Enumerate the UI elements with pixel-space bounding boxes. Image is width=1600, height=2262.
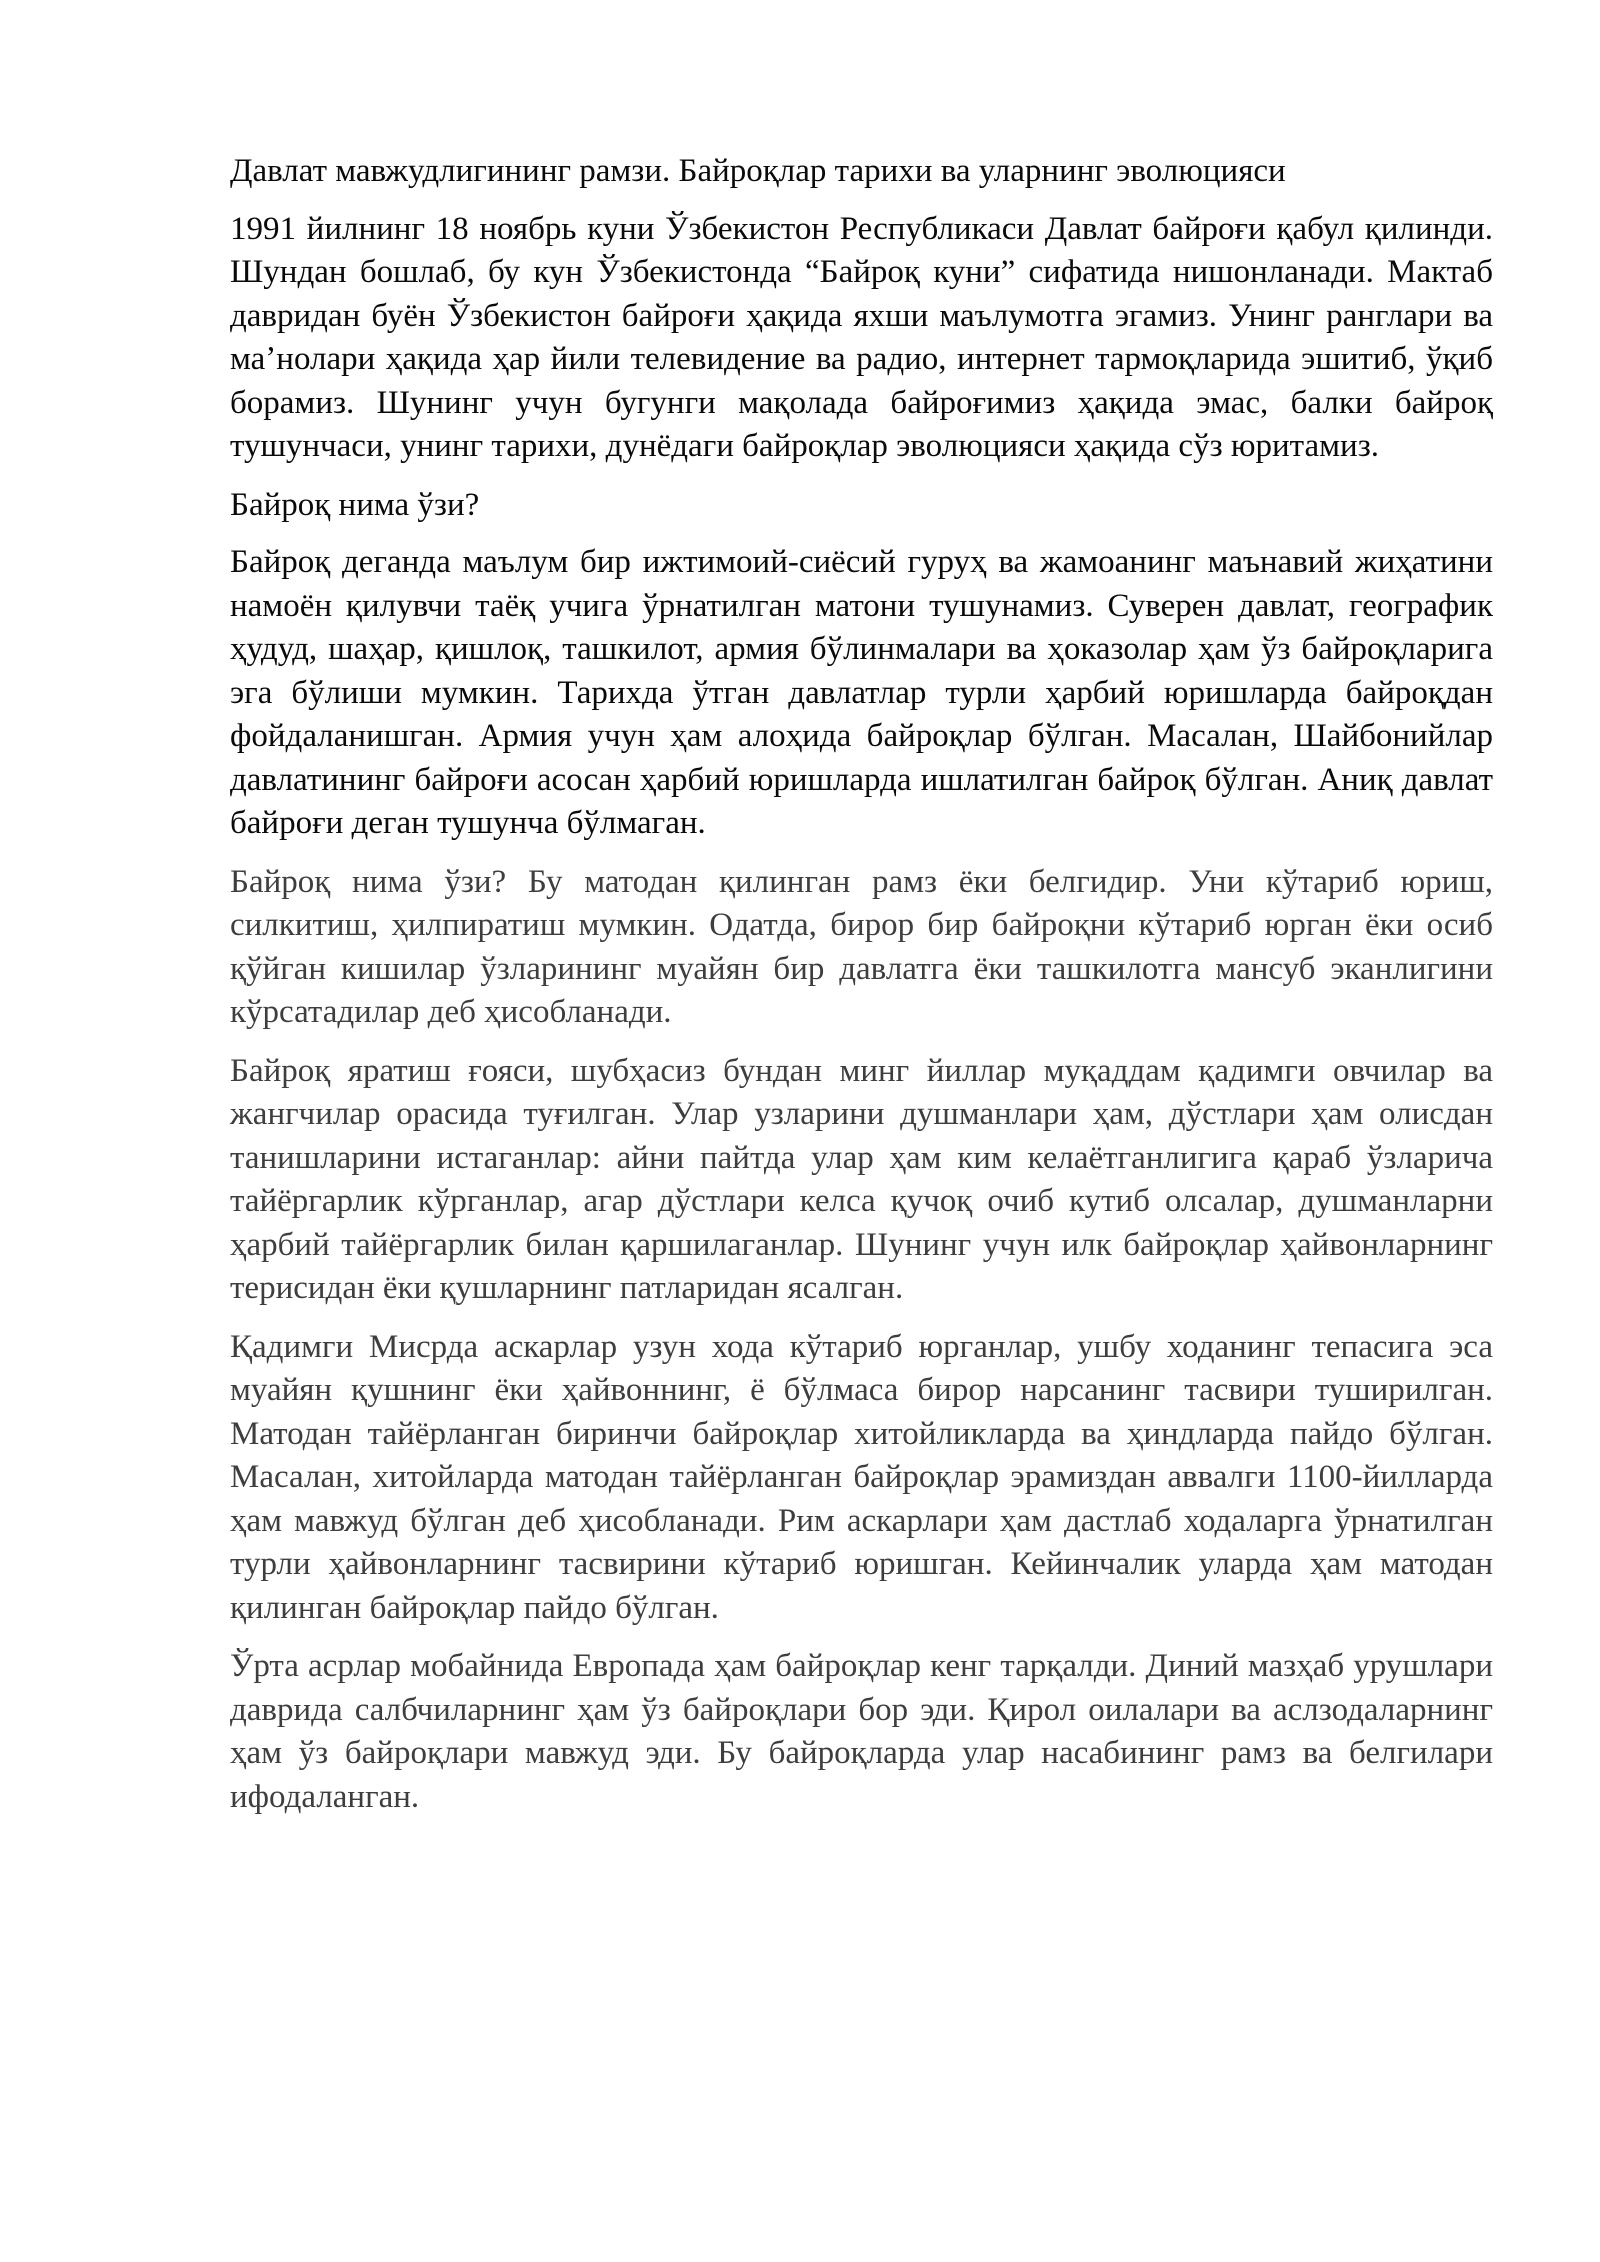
body-paragraph: Байроқ яратиш ғояси, шубҳасиз бундан минг йиллар муқаддам қадимги овчилар ва жангчилар орасида туғилган. Улар узларини душманлари ҳам, дўстлари ҳам олисдан танишларини истаганлар: айни пайтда улар ҳам ким келаётганлигига қараб ўзларича тайёргарлик кўрганлар, агар дўстлари келса қучоқ очиб кутиб олсалар, душманларни ҳарбий тайёргарлик билан қаршилаганлар. Шунинг учун илк байроқлар ҳайвонларнинг терисидан ёки қушларнинг патларидан ясалган. — [230, 1052, 1493, 1306]
document-title: Давлат мавжудлигининг рамзи. Байроқлар тарихи ва уларнинг эволюцияси — [230, 153, 1286, 189]
section-subheading: Байроқ нима ўзи? — [230, 486, 480, 523]
body-paragraph: Ўрта асрлар мобайнида Европада ҳам байроқлар кенг тарқалди. Диний мазҳаб урушлари даврида салбчиларнинг ҳам ўз байроқлари бор эди. Қирол оилалари ва аслзодаларнинг ҳам ўз байроқлари мавжуд эди. Бу байроқларда улар насабининг рамз ва белгилари ифодаланган. — [230, 1648, 1493, 1815]
definition-paragraph: Байроқ деганда маълум бир ижтимоий-сиёсий гуруҳ ва жамоанинг маънавий жиҳатини намоён қилувчи таёқ учига ўрнатилган матони тушунамиз. Суверен давлат, географик ҳудуд, шаҳар, қишлоқ, ташкилот, армия бўлинмалари ва ҳоказолар ҳам ўз байроқларига эга бўлиши мумкин. Тарихда ўтган давлатлар турли ҳарбий юришларда байроқдан фойдаланишган. Армия учун ҳам алоҳида байроқлар бўлган. Масалан, Шайбонийлар давлатининг байроғи асосан ҳарбий юришларда ишлатилган байроқ бўлган. Аниқ давлат байроғи деган тушунча бўлмаган. — [230, 544, 1493, 841]
intro-paragraph: 1991 йилнинг 18 ноябрь куни Ўзбекистон Республикаси Давлат байроғи қабул қилинди. Шундан бошлаб, бу кун Ўзбекистонда “Байроқ куни” сифатида нишонланади. Мактаб давридан буён Ўзбекистон байроғи ҳақида яхши маълумотга эгамиз. Унинг ранглари ва маʼнолари ҳақида ҳар йили телевидение ва радио, интернет тармоқларида эшитиб, ўқиб борамиз. Шунинг учун бугунги мақолада байроғимиз ҳақида эмас, балки байроқ тушунчаси, унинг тарихи, дунёдаги байроқлар эволюцияси ҳақида сўз юритамиз. — [230, 210, 1493, 464]
document-page — [230, 150, 1493, 1834]
body-paragraph: Байроқ нима ўзи? Бу матодан қилинган рамз ёки белгидир. Уни кўтариб юриш, силкитиш, ҳилпиратиш мумкин. Одатда, бирор бир байроқни кўтариб юрган ёки осиб қўйган кишилар ўзларининг муайян бир давлатга ёки ташкилотга мансуб эканлигини кўрсатадилар деб ҳисобланади. — [230, 863, 1493, 1030]
body-paragraph: Қадимги Мисрда аскарлар узун хода кўтариб юрганлар, ушбу ходанинг тепасига эса муайян қушнинг ёки ҳайвоннинг, ё бўлмаса бирор нарсанинг тасвири туширилган. Матодан тайёрланган биринчи байроқлар хитойликларда ва ҳиндларда пайдо бўлган. Масалан, хитойларда матодан тайёрланган байроқлар эрамиздан аввалги 1100-йилларда ҳам мавжуд бўлган деб ҳисобланади. Рим аскарлари ҳам дастлаб ходаларга ўрнатилган турли ҳайвонларнинг тасвирини кўтариб юришган. Кейинчалик уларда ҳам матодан қилинган байроқлар пайдо бўлган. — [230, 1328, 1493, 1626]
